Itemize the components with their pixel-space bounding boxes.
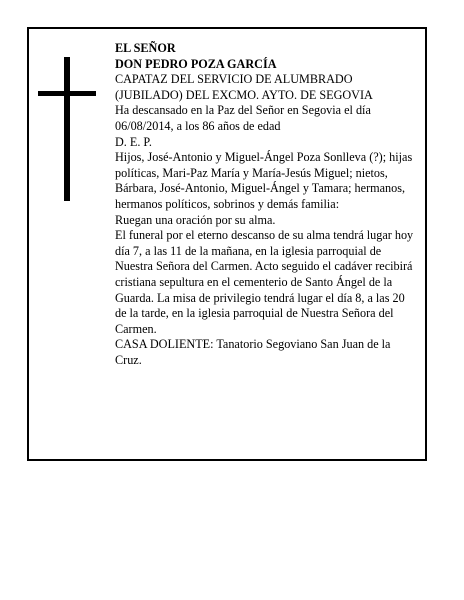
notice-body — [115, 41, 415, 368]
deceased-position: CAPATAZ DEL SERVICIO DE ALUMBRADO (JUBILADO) DEL EXCMO. AYTO. DE SEGOVIA — [115, 72, 373, 102]
deceased-name: DON PEDRO POZA GARCÍA — [115, 56, 277, 71]
heading-title: EL SEÑOR — [115, 41, 176, 55]
family-list: Hijos, José-Antonio y Miguel-Ángel Poza Sonlleva (?); hijas políticas, Mari-Paz María y María-Jesús Miguel; nietos, Bárbara, José-Antonio, Miguel-Ángel y Tamara; hermanos, hermanos políticos, sobrinos y demás familia: — [115, 150, 413, 211]
death-statement: Ha descansado en la Paz del Señor en Segovia el día 06/08/2014, a los 86 años de edad — [115, 103, 371, 133]
cross-vertical-bar — [64, 57, 70, 201]
cross-horizontal-bar — [38, 91, 96, 96]
prayer-request: Ruegan una oración por su alma. — [115, 212, 276, 227]
rip-line: D. E. P. — [115, 134, 152, 149]
obituary-notice — [27, 27, 427, 461]
funeral-details: El funeral por el eterno descanso de su alma tendrá lugar hoy día 7, a las 11 de la mañana, en la iglesia parroquial de Nuestra Señora del Carmen. Acto seguido el cadáver recibirá cristiana sepultura en el cementerio de Santo Ángel de la Guarda. La misa de privilegio tendrá lugar el día 8, a las 20 de la tarde, en la iglesia parroquial de Nuestra Señora del Carmen. — [115, 228, 414, 336]
mourning-house: CASA DOLIENTE: Tanatorio Segoviano San Juan de la Cruz. — [115, 337, 391, 367]
cross-icon — [38, 57, 96, 201]
